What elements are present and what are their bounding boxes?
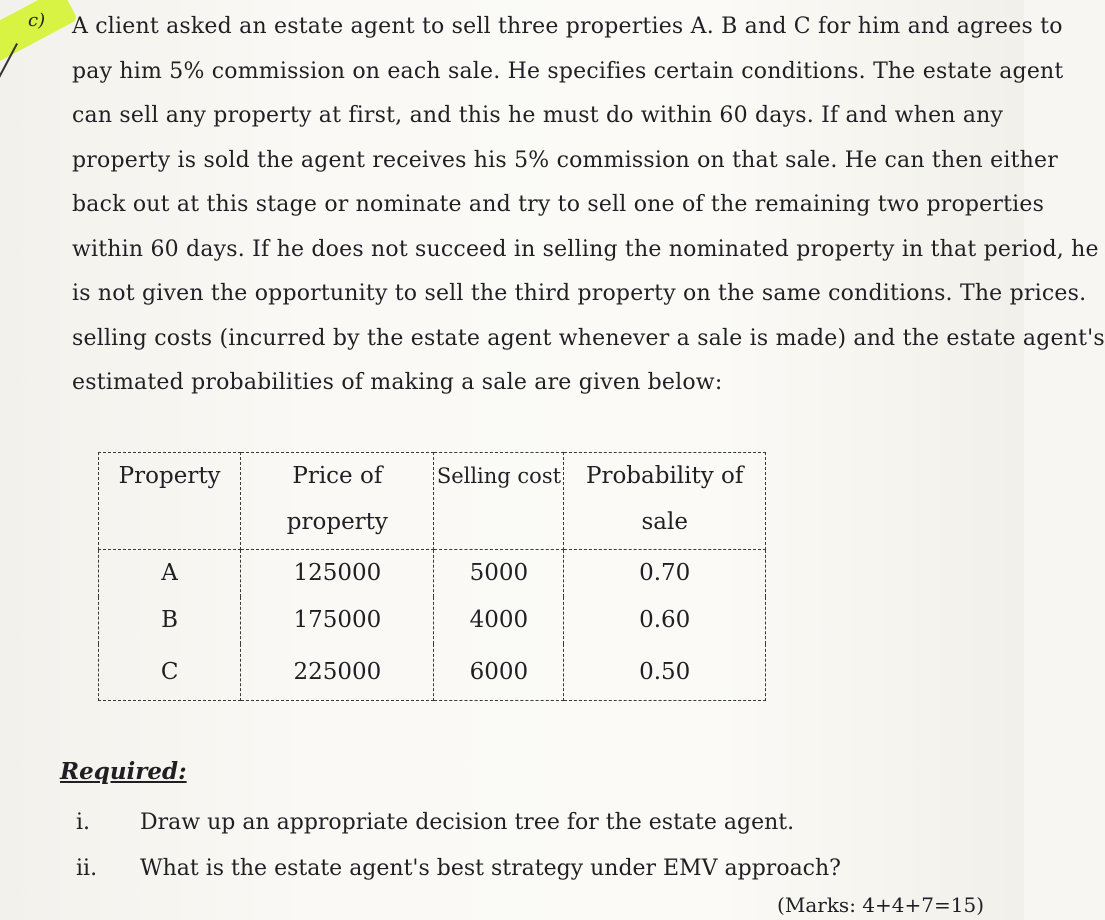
header-selling-cost [434, 453, 564, 550]
paragraph-line: selling costs (incurred by the estate agent whenever a sale is made) and the estate agent's [72, 325, 1105, 351]
cell-probability: 0.60 [564, 597, 766, 644]
table-row [99, 644, 766, 701]
table-header-row [99, 453, 766, 550]
paragraph-line: back out at this stage or nominate and try to sell one of the remaining two properties [72, 192, 1045, 217]
cell-price: 225000 [241, 644, 434, 701]
table-row [99, 550, 766, 598]
cell-property: B [99, 597, 241, 644]
cell-cost: 4000 [434, 597, 564, 644]
list-item [76, 846, 976, 892]
marks-allocation: (Marks: 4+4+7=15) [777, 893, 984, 917]
question-paragraph [72, 5, 1105, 406]
cell-price: 175000 [241, 597, 434, 644]
item-text: What is the estate agent's best strategy under EMV approach? [140, 856, 841, 881]
header-price-line2: property [286, 509, 388, 535]
cell-probability: 0.70 [564, 550, 766, 598]
header-probability [564, 453, 766, 550]
header-price [241, 453, 434, 550]
header-prob-line1: Probability of [585, 463, 744, 489]
cell-price: 125000 [241, 550, 434, 598]
header-property [99, 453, 241, 550]
paragraph-line: can sell any property at first, and this he must do within 60 days. If and when any [72, 103, 1004, 128]
paragraph-line: A client asked an estate agent to sell three properties A. B and C for him and agrees to [72, 14, 1063, 39]
paragraph-line: property is sold the agent receives his 5% commission on that sale. He can then either [72, 147, 1058, 173]
cell-probability: 0.50 [564, 644, 766, 701]
paragraph-line: is not given the opportunity to sell the third property on the same conditions. The prices. [72, 281, 1087, 306]
property-table [98, 452, 766, 701]
cell-property: C [99, 644, 241, 701]
required-heading: Required: [60, 758, 187, 785]
cell-property: A [99, 550, 241, 598]
paragraph-line: within 60 days. If he does not succeed in selling the nominated property in that period, he [72, 236, 1099, 262]
requirements-list [76, 800, 976, 892]
item-text: Draw up an appropriate decision tree for the estate agent. [140, 810, 795, 835]
item-number: i. [76, 810, 91, 835]
cell-cost: 6000 [434, 644, 564, 701]
header-property-label: Property [118, 463, 221, 489]
header-cost-label: Selling cost [436, 464, 562, 488]
list-item [76, 800, 976, 846]
paragraph-line: pay him 5% commission on each sale. He specifies certain conditions. The estate agent [72, 58, 1064, 84]
question-label: c) [28, 10, 46, 31]
paragraph-line: estimated probabilities of making a sale are given below: [72, 370, 723, 395]
cell-cost: 5000 [434, 550, 564, 598]
header-prob-line2: sale [641, 509, 688, 535]
header-price-line1: Price of [292, 463, 383, 489]
item-number: ii. [76, 856, 98, 881]
table-row [99, 597, 766, 644]
